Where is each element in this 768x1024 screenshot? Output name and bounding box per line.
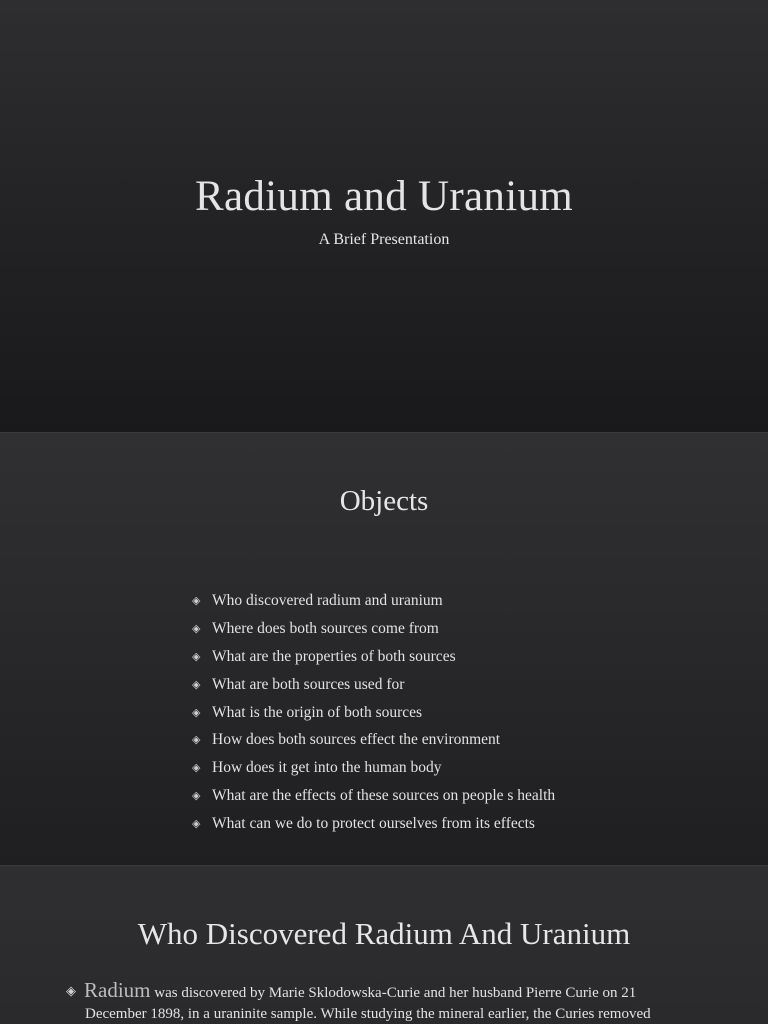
list-item-text: Who discovered radium and uranium xyxy=(212,592,443,609)
list-item-text: What are the effects of these sources on people s health xyxy=(212,787,556,805)
paragraph-line-1: was discovered by Marie Sklodowska-Curie and her husband Pierre Curie on 21 xyxy=(150,985,637,1001)
presentation-title: Radium and Uranium xyxy=(195,173,573,220)
diamond-bullet-icon: ◈ xyxy=(192,622,201,635)
list-item xyxy=(192,783,555,811)
diamond-bullet-icon: ◈ xyxy=(192,706,201,719)
discovery-slide-title: Who Discovered Radium And Uranium xyxy=(137,916,631,951)
list-item-text: What are the properties of both sources xyxy=(212,647,456,665)
paragraph-line-2: December 1898, in a uraninite sample. While studying the mineral earlier, the Curies removed xyxy=(85,1006,651,1022)
list-item xyxy=(192,616,555,644)
radium-discovery-paragraph xyxy=(66,980,706,1024)
objects-bullet-list xyxy=(192,588,555,839)
presentation-subtitle: A Brief Presentation xyxy=(318,231,450,248)
list-item xyxy=(192,644,555,672)
list-item xyxy=(192,700,555,728)
list-item xyxy=(192,727,555,755)
diamond-bullet-icon: ◈ xyxy=(192,678,201,691)
paragraph-keyword: Radium xyxy=(84,978,151,1002)
diamond-bullet-icon: ◈ xyxy=(192,734,201,747)
list-item-text: How does both sources effect the environment xyxy=(212,731,501,749)
diamond-bullet-icon: ◈ xyxy=(192,790,201,803)
diamond-bullet-icon: ◈ xyxy=(192,762,201,775)
list-item xyxy=(192,588,555,616)
diamond-bullet-icon: ◈ xyxy=(192,650,201,663)
title-slide xyxy=(0,0,768,432)
diamond-bullet-icon: ◈ xyxy=(192,818,201,831)
list-item-text: How does it get into the human body xyxy=(212,759,442,777)
list-item xyxy=(192,811,555,839)
list-item-text: What is the origin of both sources xyxy=(212,703,423,721)
list-item-text: What are both sources used for xyxy=(212,675,405,693)
objects-slide-title: Objects xyxy=(339,485,429,517)
list-item xyxy=(192,755,555,783)
list-item-text: Where does both sources come from xyxy=(212,619,439,637)
list-item-text: What can we do to protect ourselves from its effects xyxy=(212,815,535,833)
objects-slide xyxy=(0,433,768,865)
diamond-bullet-icon: ◈ xyxy=(66,983,76,998)
list-item xyxy=(192,672,555,700)
diamond-bullet-icon: ◈ xyxy=(192,595,201,607)
discovery-slide xyxy=(0,866,768,1024)
